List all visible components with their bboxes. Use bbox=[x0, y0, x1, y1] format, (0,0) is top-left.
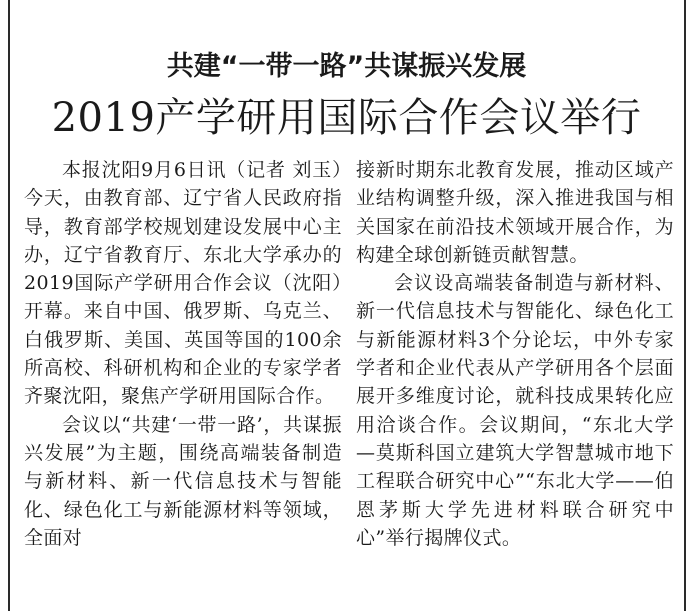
article-column-right bbox=[356, 156, 674, 552]
article-column-left bbox=[24, 156, 342, 552]
body-paragraph: 会议设高端装备制造与新材料、新一代信息技术与智能化、绿色化工与新能源材料3个分论坛，中外专家学者和企业代表从产学研用各个层面展开多维度讨论，就科技成果转化应用洽谈合作。会议期间，“东北大学—莫斯科国立建筑大学智慧城市地下工程联合研究中心”“东北大学——伯恩茅斯大学先进材料联合研究中心”举行揭牌仪式。 bbox=[356, 272, 674, 549]
body-paragraph-continued: 接新时期东北教育发展，推动区域产业结构调整升级，深入推进我国与相关国家在前沿技术领域开展合作，为构建全球创新链贡献智慧。 bbox=[356, 159, 674, 266]
body-paragraph: 会议以“共建‘一带一路’，共谋振兴发展”为主题，围绕高端装备制造与新材料、新一代信息技术与智能化、绿色化工与新能源材料等领域，全面对 bbox=[24, 413, 342, 549]
article-headline: 2019产学研用国际合作会议举行 bbox=[51, 95, 642, 141]
article-subtitle: 共建“一带一路”共谋振兴发展 bbox=[166, 51, 527, 82]
body-paragraph: 本报沈阳9月6日讯（记者 刘玉）今天，由教育部、辽宁省人民政府指导，教育部学校规划建设发展中心主办，辽宁省教育厅、东北大学承办的2019国际产学研用合作会议（沈阳）开幕。来自中国、俄罗斯、乌克兰、白俄罗斯、美国、英国等国的100余所高校、科研机构和企业的专家学者齐聚沈阳，聚焦产学研用国际合作。 bbox=[24, 159, 342, 408]
